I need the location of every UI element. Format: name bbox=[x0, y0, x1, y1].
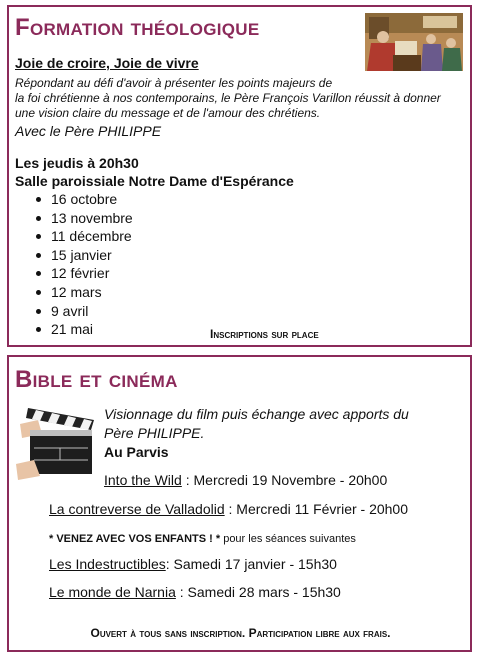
date-item: 12 février bbox=[31, 264, 133, 283]
description-line: Répondant au défi d'avoir à présenter les points majeurs de bbox=[15, 76, 333, 90]
cinema-description-line: Visionnage du film puis échange avec apports du bbox=[104, 406, 409, 422]
film-entry: Into the Wild : Mercredi 19 Novembre - 20h00 bbox=[104, 472, 388, 488]
film-title-link[interactable]: Le monde de Narnia bbox=[49, 584, 176, 600]
section-title-formation: Formation théologique bbox=[15, 14, 260, 41]
date-item: 15 janvier bbox=[31, 246, 133, 265]
manuscript-illustration bbox=[365, 13, 463, 71]
course-subtitle: Joie de croire, Joie de vivre bbox=[15, 55, 199, 71]
clapperboard-icon bbox=[16, 404, 96, 482]
film-title-link[interactable]: La contreverse de Valladolid bbox=[49, 501, 225, 517]
date-item: 16 octobre bbox=[31, 190, 133, 209]
speaker-text: Avec le Père PHILIPPE bbox=[15, 123, 162, 139]
film-entry: Le monde de Narnia : Samedi 28 mars - 15h30 bbox=[49, 584, 341, 600]
section-title-cinema: Bible et cinéma bbox=[15, 366, 178, 393]
cinema-description-line: Père PHILIPPE. bbox=[104, 425, 205, 441]
kids-note: * VENEZ AVEC VOS ENFANTS ! * pour les séances suivantes bbox=[49, 533, 356, 545]
film-entry: La contreverse de Valladolid : Mercredi 11 Février - 20h00 bbox=[49, 501, 409, 517]
film-title-link[interactable]: Les Indestructibles bbox=[49, 556, 166, 572]
schedule-text: Les jeudis à 20h30 bbox=[15, 155, 139, 171]
date-item: 13 novembre bbox=[31, 209, 133, 228]
location-text: Salle paroissiale Notre Dame d'Espérance bbox=[15, 173, 294, 189]
venue-text: Au Parvis bbox=[104, 444, 169, 460]
registration-note: Inscriptions sur place bbox=[210, 327, 319, 341]
date-item: 9 avril bbox=[31, 302, 133, 321]
description-line: une vision claire du message et de l'amour des chrétiens. bbox=[15, 106, 321, 120]
footer-note: Ouvert à tous sans inscription. Participation libre aux frais. bbox=[90, 626, 391, 640]
date-item: 12 mars bbox=[31, 283, 133, 302]
date-item: 11 décembre bbox=[31, 227, 133, 246]
dates-list bbox=[31, 190, 133, 339]
film-title-link[interactable]: Into the Wild bbox=[104, 472, 182, 488]
date-item: 21 mai bbox=[31, 320, 133, 339]
film-entry: Les Indestructibles: Samedi 17 janvier - 15h30 bbox=[49, 556, 337, 572]
description-line: la foi chrétienne à nos contemporains, le Père François Varillon réussit à donner bbox=[15, 91, 441, 105]
